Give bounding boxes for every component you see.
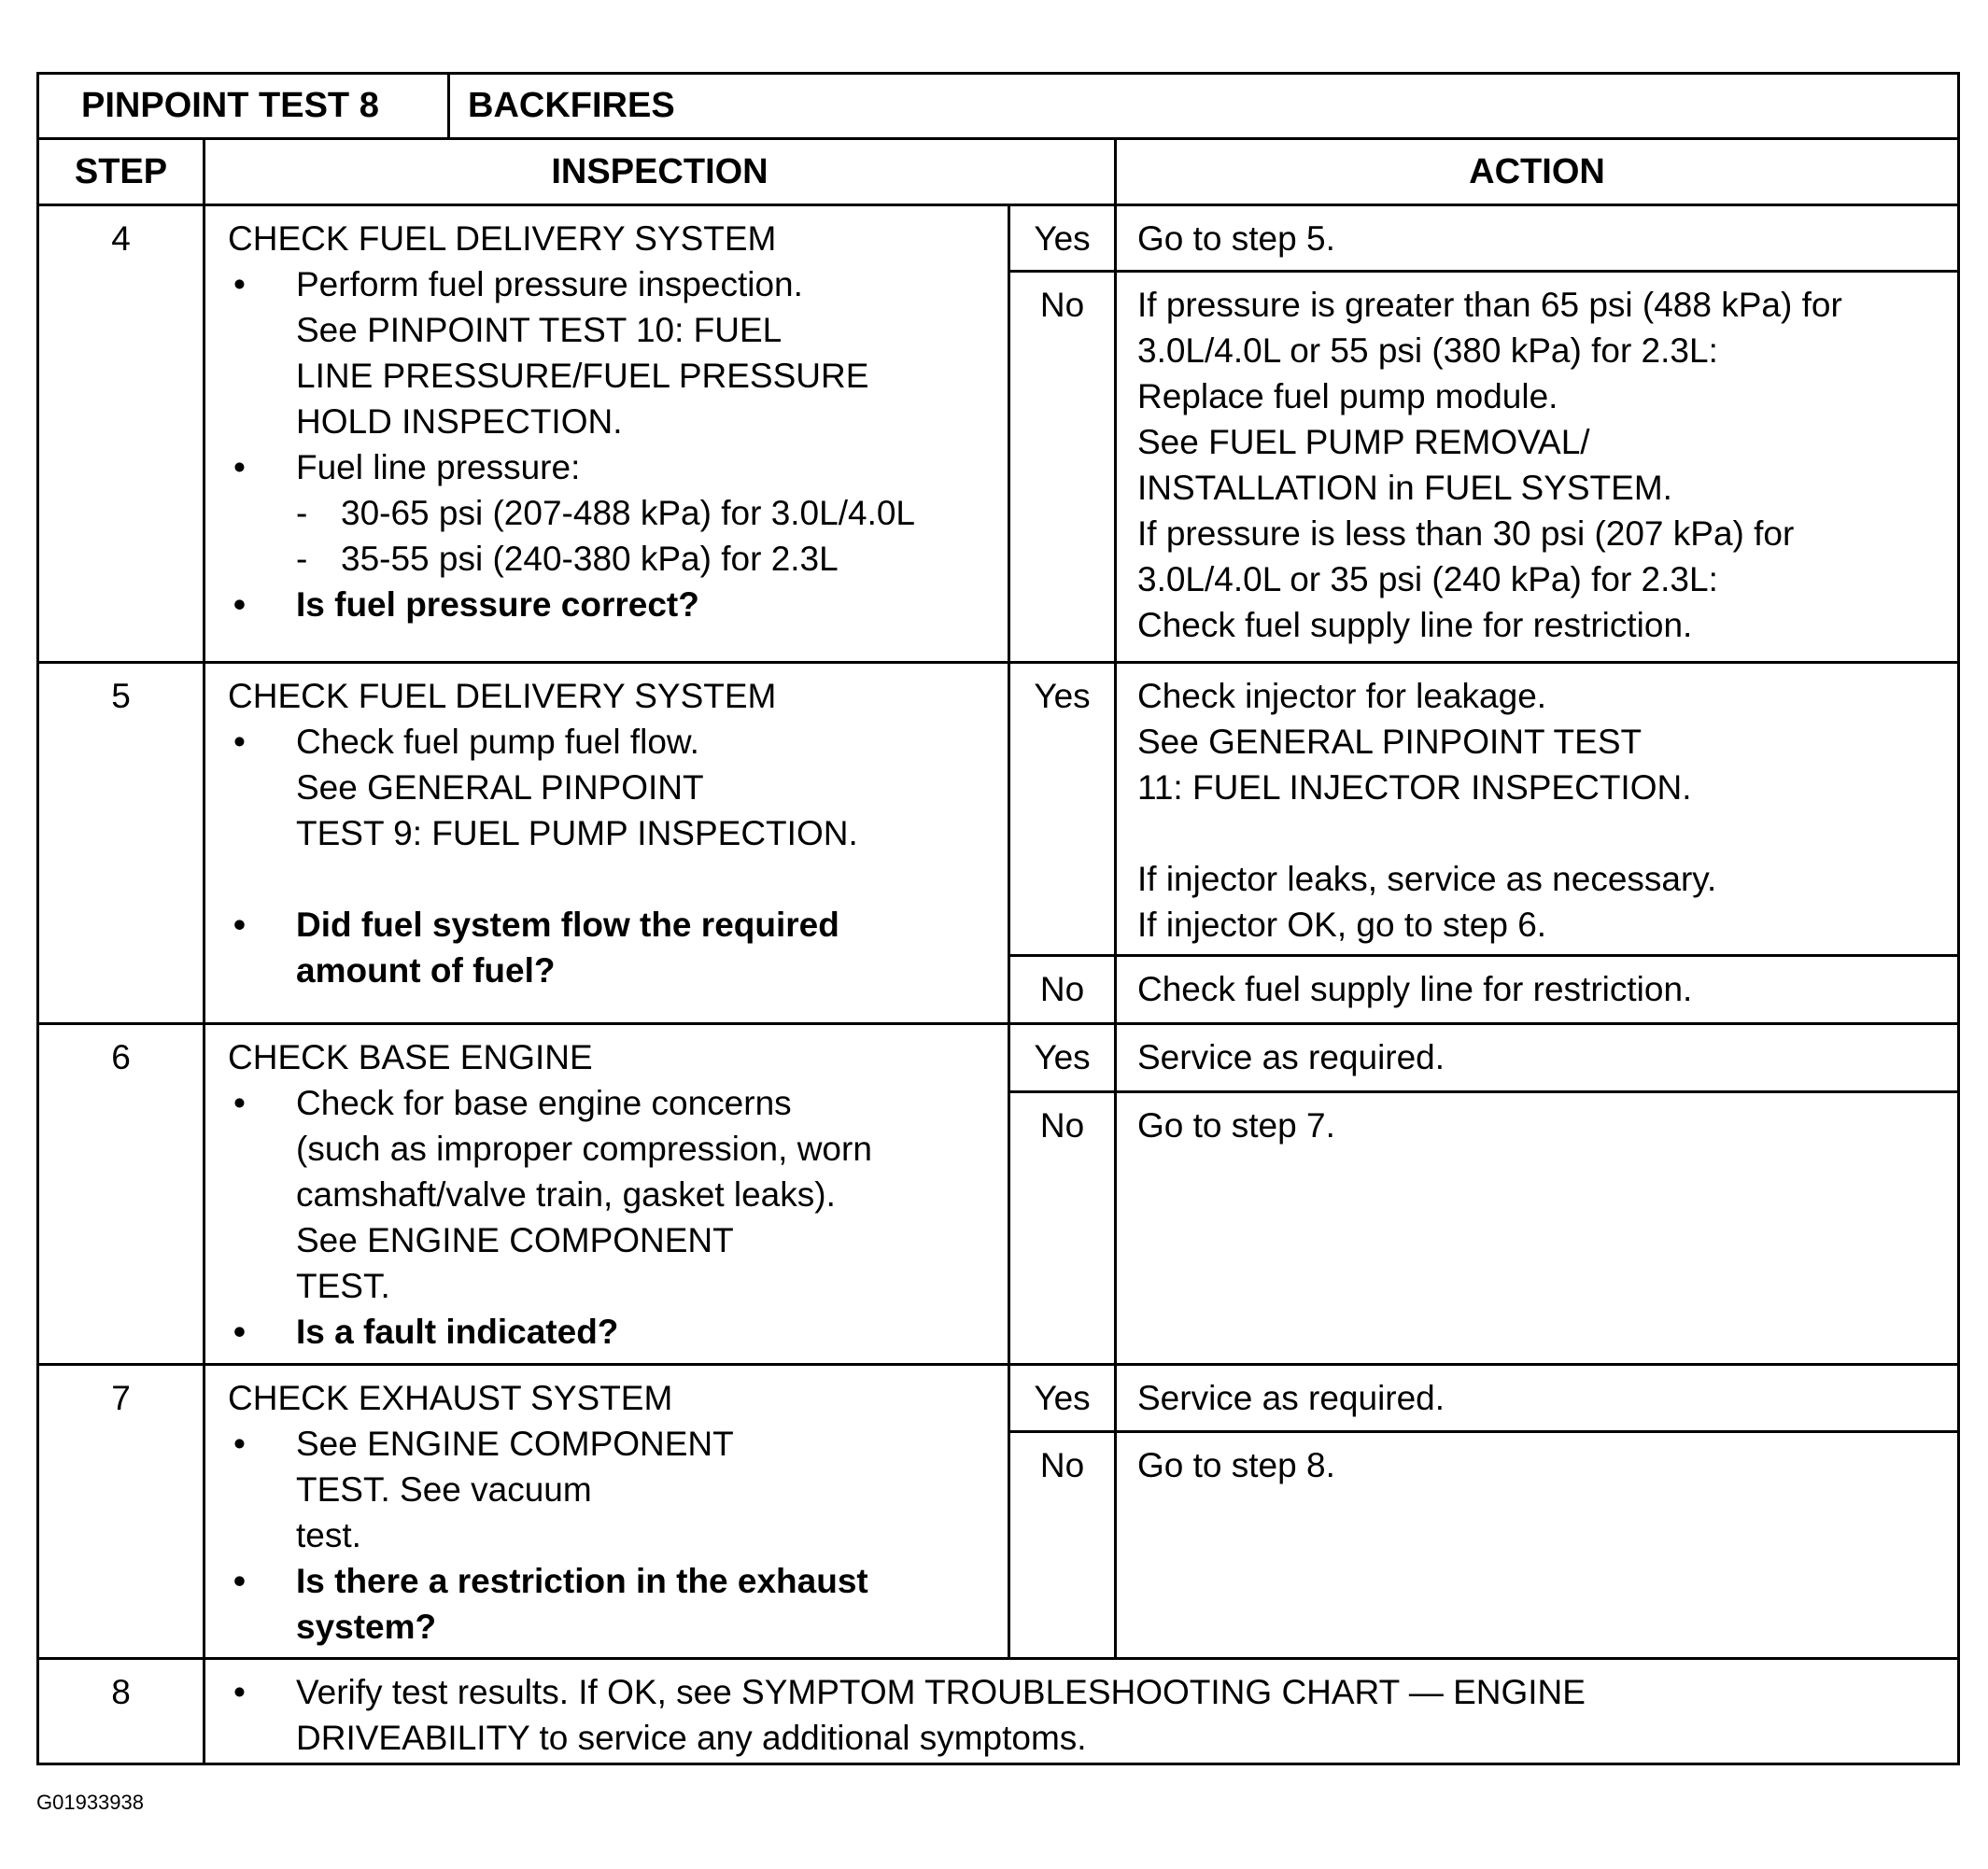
pressure-spec: - 30-65 psi (207-488 kPa) for 3.0L/4.0L [296,494,915,532]
yes-label: Yes [1009,1365,1116,1432]
inspection-bullet: • See ENGINE COMPONENT TEST. See vacuum test. [228,1421,996,1558]
inspection-heading: CHECK EXHAUST SYSTEM [228,1379,673,1417]
yes-label: Yes [1009,205,1116,272]
inspection-bullet: • Fuel line pressure: [228,444,996,490]
header-inspection: INSPECTION [204,139,1116,205]
title-row [38,74,1959,139]
step-row [38,1365,1959,1432]
inspection-bullet: • Check fuel pump fuel flow. See GENERAL PINPOINT TEST 9: FUEL PUMP INSPECTION. [228,719,996,856]
inspection-heading: CHECK BASE ENGINE [228,1038,593,1076]
inspection-question: • Is a fault indicated? [228,1309,996,1355]
pinpoint-test-table [36,72,1960,1765]
no-label: No [1009,272,1116,663]
step-number: 6 [38,1024,204,1365]
header-action: ACTION [1116,139,1959,205]
no-label: No [1009,1092,1116,1365]
inspection-question: • Is there a restriction in the exhaust system? [228,1558,996,1650]
inspection-question: • Is fuel pressure correct? [228,582,996,627]
no-label: No [1009,1432,1116,1659]
figure-code: G01933938 [36,1791,144,1814]
no-action: Go to step 8. [1116,1432,1959,1659]
yes-label: Yes [1009,1024,1116,1092]
inspection-bullet: • Perform fuel pressure inspection. See PINPOINT TEST 10: FUEL LINE PRESSURE/FUEL PRESSURE HOLD INSPECTION. [228,261,996,444]
yes-action: Service as required. [1116,1365,1959,1432]
test-number: PINPOINT TEST 8 [39,75,450,137]
inspection-heading: CHECK FUEL DELIVERY SYSTEM [228,219,777,258]
step-row [38,663,1959,956]
inspection-cell [204,1024,1009,1365]
no-label: No [1009,956,1116,1024]
step-row [38,205,1959,272]
inspection-cell [204,1659,1959,1764]
step-row [38,1659,1959,1764]
inspection-cell [204,663,1009,1024]
test-name: BACKFIRES [468,86,675,125]
yes-action: Go to step 5. [1116,205,1959,272]
no-action: If pressure is greater than 65 psi (488 kPa) for 3.0L/4.0L or 55 psi (380 kPa) for 2.3L: Replace fuel pump module. See FUEL PUMP REMOVAL/ INSTALLATION in FUEL SYSTEM. If pressure is less than 30 psi (207 kPa) for 3.0L/4.0L or 35 psi (240 kPa) for 2.3L: Check fuel supply line for restriction. [1116,272,1959,663]
yes-label: Yes [1009,663,1116,956]
inspection-cell [204,205,1009,663]
no-action: Check fuel supply line for restriction. [1116,956,1959,1024]
step-number: 8 [38,1659,204,1764]
pressure-spec: - 35-55 psi (240-380 kPa) for 2.3L [296,540,839,578]
yes-action: Check injector for leakage. See GENERAL PINPOINT TEST 11: FUEL INJECTOR INSPECTION. If injector leaks, service as necessary. If injector OK, go to step 6. [1116,663,1959,956]
inspection-bullet: • Check for base engine concerns (such as improper compression, worn camshaft/valve train, gasket leaks). See ENGINE COMPONENT TEST. [228,1080,996,1309]
inspection-cell [204,1365,1009,1659]
yes-action: Service as required. [1116,1024,1959,1092]
header-step: STEP [38,139,204,205]
step-number: 5 [38,663,204,1024]
no-action: Go to step 7. [1116,1092,1959,1365]
step-number: 4 [38,205,204,663]
inspection-question: • Did fuel system flow the required amount of fuel? [228,902,996,993]
inspection-heading: CHECK FUEL DELIVERY SYSTEM [228,677,777,715]
inspection-bullet: • Verify test results. If OK, see SYMPTOM TROUBLESHOOTING CHART — ENGINE DRIVEABILITY to service any additional symptoms. [228,1669,1946,1761]
step-number: 7 [38,1365,204,1659]
header-row [38,139,1959,205]
step-row [38,1024,1959,1092]
